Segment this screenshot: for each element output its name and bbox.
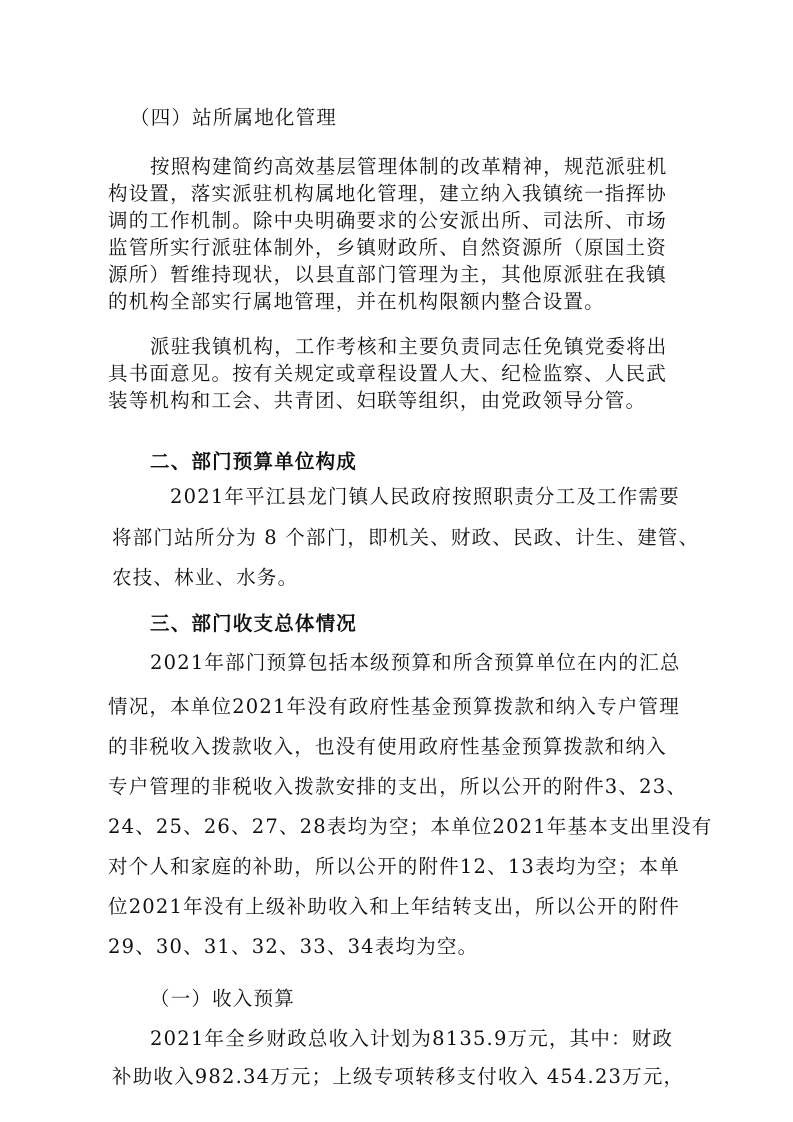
text-line: 专户管理的非税收入拨款安排的支出，所以公开的附件3、23、 [108, 775, 688, 798]
text-line: 2021年部门预算包括本级预算和所含预算单位在内的汇总 [150, 651, 681, 674]
text-line: 具书面意见。按有关规定或章程设置人大、纪检监察、人民武 [108, 362, 667, 385]
text-line: 24、25、26、27、28表均为空；本单位2021年基本支出里没有 [108, 815, 713, 838]
text-line: 装等机构和工会、共青团、妇联等组织，由党政领导分管。 [108, 389, 647, 412]
text-line: 2021年全乡财政总收入计划为8135.9万元，其中：财政 [150, 1027, 674, 1050]
text-line: 情况，本单位2021年没有政府性基金预算拨款和纳入专户管理 [108, 695, 680, 718]
text-line: 的非税收入拨款收入，也没有使用政府性基金预算拨款和纳入 [108, 735, 667, 758]
text-line: 2021年平江县龙门镇人民政府按照职责分工及工作需要 [170, 485, 680, 508]
section-heading: 三、部门收支总体情况 [150, 612, 358, 635]
text-line: 农技、林业、水务。 [112, 566, 299, 589]
text-line: 派驻我镇机构，工作考核和主要负责同志任免镇党委将出 [150, 335, 668, 358]
section-heading: 二、部门预算单位构成 [150, 450, 358, 473]
text-line: 的机构全部实行属地管理，并在机构限额内整合设置。 [108, 290, 605, 313]
text-line: 补助收入982.34万元；上级专项转移支付收入 454.23万元， [112, 1065, 685, 1088]
text-line: 监管所实行派驻体制外，乡镇财政所、自然资源所（原国土资 [108, 236, 667, 259]
text-line: 源所）暂维持现状，以县直部门管理为主，其他原派驻在我镇 [108, 263, 667, 286]
text-line: 构设置，落实派驻机构属地化管理，建立纳入我镇统一指挥协 [108, 182, 667, 205]
text-line: 将部门站所分为 8 个部门，即机关、财政、民政、计生、建管、 [112, 526, 700, 549]
section-heading: （一）收入预算 [150, 987, 295, 1010]
text-line: 调的工作机制。除中央明确要求的公安派出所、司法所、市场 [108, 209, 667, 232]
text-line: 29、30、31、32、33、34表均为空。 [108, 935, 479, 958]
text-line: 按照构建简约高效基层管理体制的改革精神，规范派驻机 [150, 155, 668, 178]
section-heading: （四）站所属地化管理 [130, 106, 338, 129]
text-line: 位2021年没有上级补助收入和上年结转支出，所以公开的附件 [108, 895, 680, 918]
text-line: 对个人和家庭的补助，所以公开的附件12、13表均为空；本单 [108, 855, 680, 878]
